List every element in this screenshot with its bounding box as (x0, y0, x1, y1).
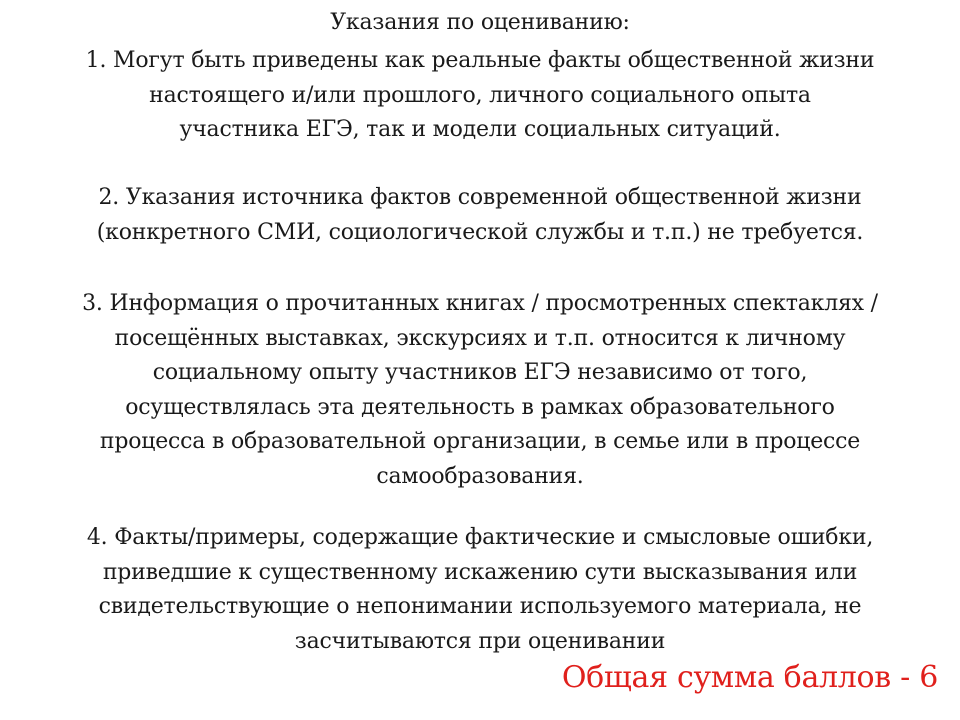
criterion-paragraph-1 (40, 44, 920, 148)
paragraph-line: самообразования. (376, 463, 584, 489)
paragraph-line: свидетельствующие о непонимании используемого материала, не (98, 594, 862, 619)
criterion-paragraph-3 (30, 287, 930, 494)
paragraph-line: 1. Могут быть приведены как реальные факты общественной жизни (85, 48, 875, 73)
paragraph-line: 4. Факты/примеры, содержащие фактические и смысловые ошибки, (86, 525, 874, 550)
slide-heading: Указания по оцениванию: (330, 10, 630, 35)
paragraph-line: участника ЕГЭ, так и модели социальных ситуаций. (179, 117, 781, 142)
paragraph-line: 3. Информация о прочитанных книгах / просмотренных спектаклях / (82, 291, 878, 316)
criterion-paragraph-4 (40, 521, 920, 659)
paragraph-line: засчитываются при оценивании (294, 628, 666, 654)
paragraph-line: приведшие к существенному искажению сути высказывания или (102, 559, 858, 585)
paragraph-line: социальному опыту участников ЕГЭ независимо от того, (152, 360, 808, 385)
criterion-paragraph-2 (40, 181, 920, 250)
total-score: Общая сумма баллов - 6 (561, 660, 938, 695)
paragraph-line: процесса в образовательной организации, в семье или в процессе (99, 429, 861, 454)
paragraph-line: (конкретного СМИ, социологической службы и т.п.) не требуется. (96, 219, 864, 245)
paragraph-line: посещённых выставках, экскурсиях и т.п. относится к личному (114, 325, 846, 351)
paragraph-line: осуществлялась эта деятельность в рамках образовательного (125, 394, 835, 420)
paragraph-line: настоящего и/или прошлого, личного социального опыта (149, 82, 811, 108)
paragraph-line: 2. Указания источника фактов современной общественной жизни (98, 185, 862, 210)
